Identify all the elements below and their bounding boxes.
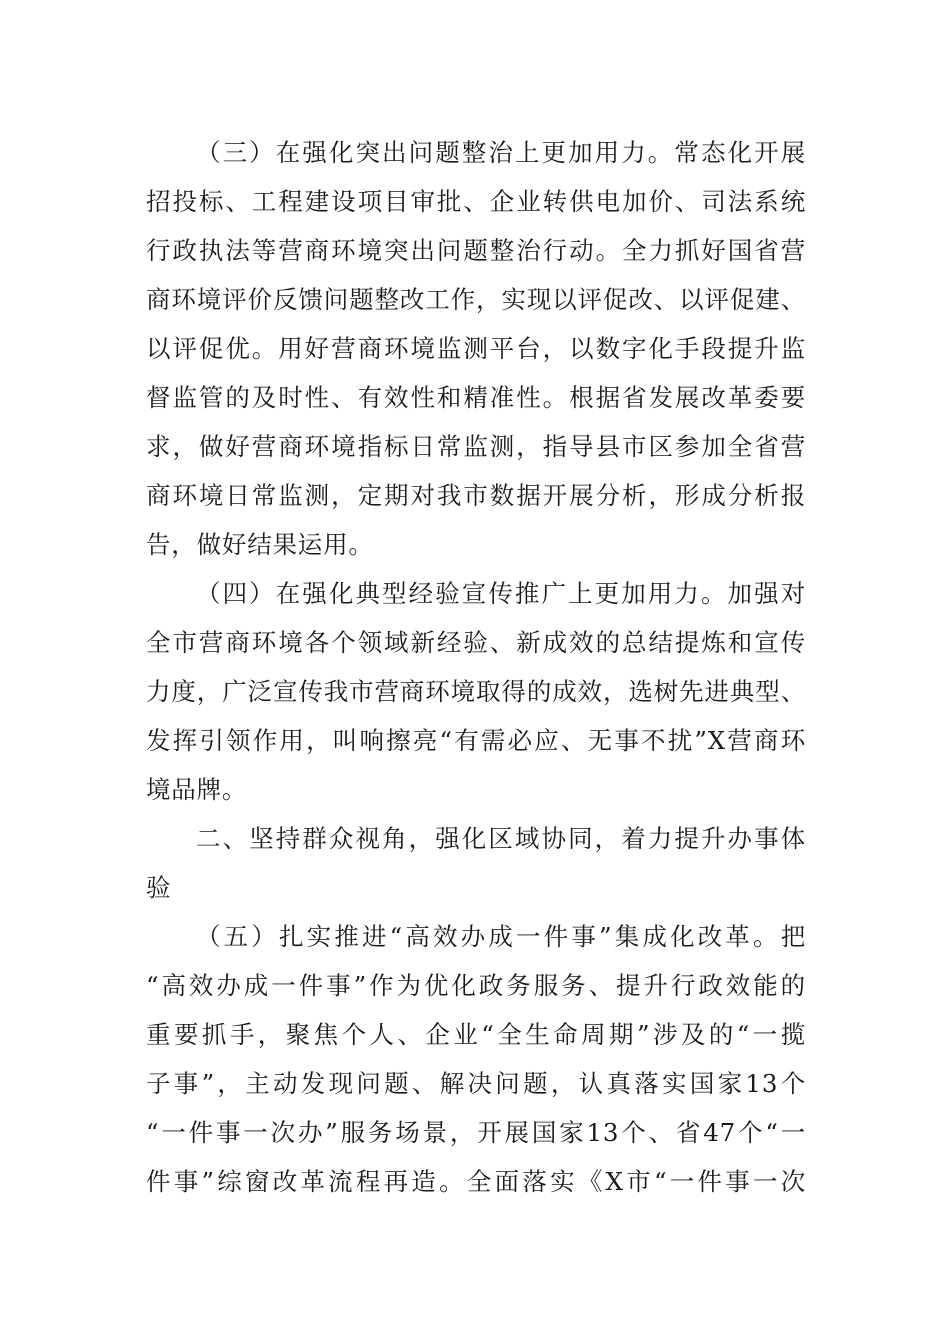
paragraph-3-line-1: （三）在强化突出问题整治上更加用力。常态化开展 xyxy=(196,138,806,167)
paragraph-4-line-1: （四）在强化典型经验宣传推广上更加用力。加强对 xyxy=(196,579,806,608)
paragraph-4-line-4: 发挥引领作用，叫响擦亮“有需必应、无事不扰”X营商环 xyxy=(146,726,806,755)
paragraph-5-line-6: 件事”综窗改革流程再造。全面落实《X市“一件事一次 xyxy=(146,1167,806,1196)
paragraph-5-line-3: 重要抓手，聚焦个人、企业“全生命周期”涉及的“一揽 xyxy=(146,1020,806,1049)
section-2-heading-line-2: 验 xyxy=(146,873,172,902)
paragraph-5-line-1: （五）扎实推进“高效办成一件事”集成化改革。把 xyxy=(196,922,806,951)
paragraph-4-line-5: 境品牌。 xyxy=(146,775,248,804)
paragraph-5-line-2: “高效办成一件事”作为优化政务服务、提升行政效能的 xyxy=(146,971,806,1000)
paragraph-3-line-3: 行政执法等营商环境突出问题整治行动。全力抓好国省营 xyxy=(146,236,806,265)
section-2-heading-line-1: 二、坚持群众视角，强化区域协同，着力提升办事体 xyxy=(196,824,806,853)
paragraph-3-line-5: 以评促优。用好营商环境监测平台，以数字化手段提升监 xyxy=(146,334,806,363)
paragraph-4-line-3: 力度，广泛宣传我市营商环境取得的成效，选树先进典型、 xyxy=(146,677,806,706)
paragraph-4-line-2: 全市营商环境各个领域新经验、新成效的总结提炼和宣传 xyxy=(146,628,806,657)
paragraph-3-line-8: 商环境日常监测，定期对我市数据开展分析，形成分析报 xyxy=(146,481,806,510)
paragraph-5-line-5: “一件事一次办”服务场景，开展国家13个、省47个“一 xyxy=(146,1118,806,1147)
paragraph-3-line-7: 求，做好营商环境指标日常监测，指导县市区参加全省营 xyxy=(146,432,806,461)
paragraph-5-line-4: 子事”，主动发现问题、解决问题，认真落实国家13个 xyxy=(146,1069,806,1098)
paragraph-3-line-4: 商环境评价反馈问题整改工作，实现以评促改、以评促建、 xyxy=(146,285,806,314)
paragraph-3-line-9: 告，做好结果运用。 xyxy=(146,530,374,559)
paragraph-3-line-6: 督监管的及时性、有效性和精准性。根据省发展改革委要 xyxy=(146,383,806,412)
paragraph-3-line-2: 招投标、工程建设项目审批、企业转供电加价、司法系统 xyxy=(146,187,806,216)
